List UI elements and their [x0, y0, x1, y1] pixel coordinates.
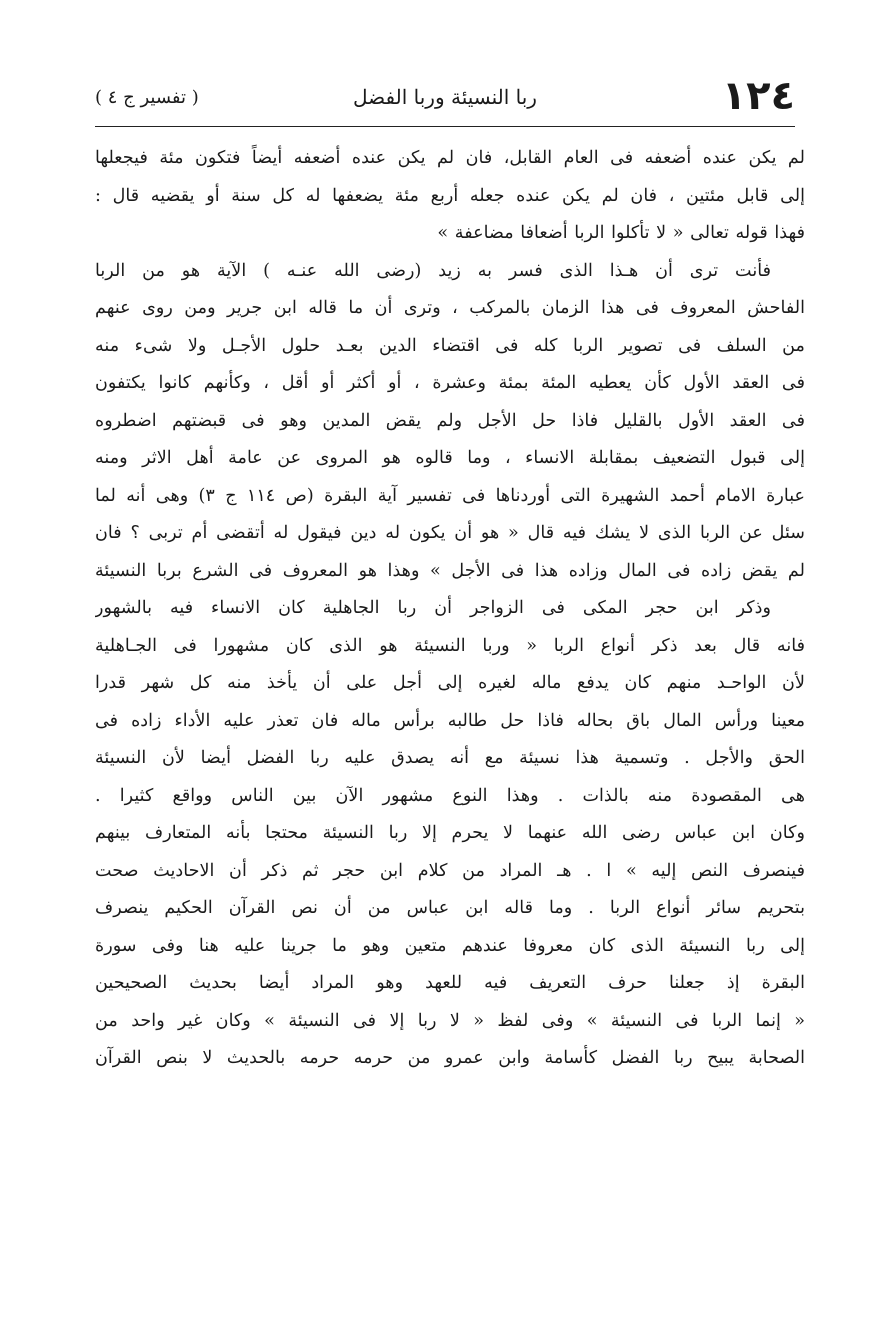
text-line: معينا ورأس المال باق بحاله فاذا حل طالبه برأس ماله فان تعذر عليه الأداء زاده فى: [95, 710, 805, 731]
text-line: فهذا قوله تعالى « لا تأكلوا الربا أضعافا مضاعفة »: [437, 223, 805, 243]
text-line: إلى ربا النسيئة الذى كان معروفا عندهم متعين وهو ما جرينا عليه هنا وفى سورة: [95, 935, 805, 956]
header-rule: [95, 126, 795, 127]
text-line: لأن الواحـد منهم كان يدفع ماله لغيره إلى أجل على أن يأخذ منه كل شهر قدرا: [95, 673, 805, 693]
text-line: فأنت ترى أن هـذا الذى فسر به زيد (رضى الله عنـه ) الآية هو من الربا: [95, 260, 771, 281]
running-reference: ( تفسير ج ٤ ): [95, 87, 199, 108]
text-line: إلى قابل مئتين ، فان لم يكن عنده جعله أربع مئة يضعفها له كل سنة أو يقضيه قال :: [95, 185, 805, 206]
text-line: سئل عن الربا الذى لا يشك فيه قال « هو أن يكون له دين فيقول له أتقضى أم تربى ؟ فان: [95, 523, 805, 543]
page-header: [95, 70, 795, 128]
text-line: الصحابة يبيح ربا الفضل كأسامة وابن عمرو من حرمه حرمه بالحديث لا بنص القرآن: [95, 1048, 805, 1068]
text-line: لم يكن عنده أضعفه فى العام القابل، فان لم يكن عنده أضعفه أيضاً فتكون مئة فيجعلها: [95, 148, 805, 168]
running-title: ربا النسيئة وربا الفضل: [353, 85, 537, 109]
text-line: البقرة إذ جعلنا حرف التعريف فيه للعهد وهو المراد أيضا بحديث الصحيحين: [95, 973, 805, 993]
text-line: فى العقد الأول كأن يعطيه المئة بمئة وعشرة ، أو أكثر أو أقل ، وكأنهم كانوا يكتفون: [95, 373, 805, 393]
page-number: ١٢٤: [721, 73, 795, 119]
text-line: فانه قال بعد ذكر أنواع الربا « وربا النسيئة هو الذى كان مشهورا فى الجـاهلية: [95, 635, 805, 656]
text-line: وذكر ابن حجر المكى فى الزواجر أن ربا الجاهلية كان الانساء فيه بالشهور: [95, 598, 771, 618]
text-line: من السلف فى تصوير الربا كله فى اقتضاء الدين بعـد حلول الأجـل ولا شىء منه: [95, 335, 805, 356]
text-line: الفاحش المعروف فى هذا الزمان بالمركب ، وترى أن ما قاله ابن جرير ومن روى عنهم: [95, 298, 805, 318]
text-line: عبارة الامام أحمد الشهيرة التى أوردناها فى تفسير آية البقرة (ص ١١٤ ج ٣) وهى أنه لما: [95, 485, 805, 506]
text-line: فينصرف النص إليه » ا . هـ المراد من كلام ابن حجر ثم ذكر أن الاحاديث صحت: [95, 860, 805, 881]
text-line: وكان ابن عباس رضى الله عنهما لا يحرم إلا ربا النسيئة محتجا بأنه المتعارف بينهم: [95, 823, 805, 843]
text-line: فى العقد الأول بالقليل فاذا حل الأجل ولم يقض المدين وهو فى قبضتهم اضطروه: [95, 410, 805, 431]
text-line: لم يقض زاده فى المال وزاده هذا فى الأجل » وهذا هو المعروف فى الشرع بربا النسيئة: [95, 560, 805, 581]
text-line: الحق والأجل . وتسمية هذا نسيئة مع أنه يصدق عليه ربا الفضل أيضا لأن النسيئة: [95, 748, 805, 768]
text-line: إلى قبول التضعيف بمقابلة الانساء ، وما قالوه هو المروى عن عامة أهل الاثر ومنه: [95, 448, 805, 468]
text-line: هى المقصودة منه بالذات . وهذا النوع مشهور الآن بين الناس وواقع كثيرا .: [95, 785, 805, 806]
body-text: [95, 140, 805, 1078]
text-line: « إنما الربا فى النسيئة » وفى لفظ « لا ربا إلا فى النسيئة » وكان غير واحد من: [95, 1010, 805, 1031]
text-line: بتحريم سائر أنواع الربا . وما قاله ابن عباس من أن نص القرآن الحكيم ينصرف: [95, 898, 805, 918]
